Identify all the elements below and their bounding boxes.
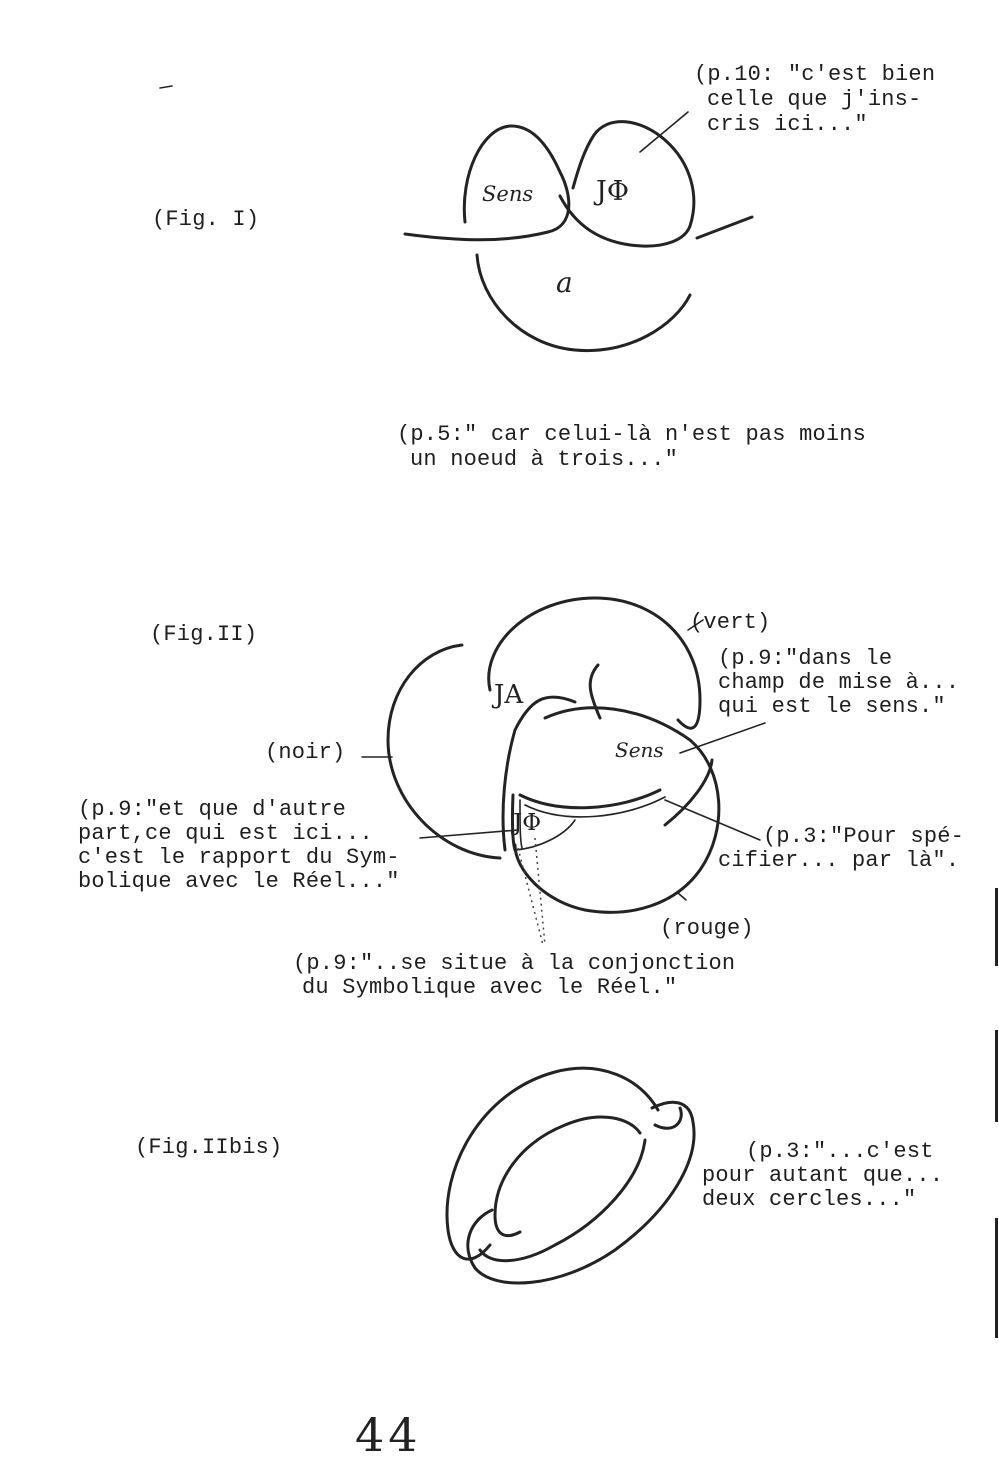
fig1-region-a: a — [556, 266, 573, 299]
fig2bis-label: (Fig.IIbis) — [135, 1135, 283, 1160]
fig2-label: (Fig.II) — [150, 622, 258, 647]
fig2bis-quote-line1: (p.3:"...c'est — [746, 1139, 934, 1164]
fig1-quote-p5-line2: un noeud à trois..." — [410, 447, 679, 472]
fig2-quote-conjonction-line2: du Symbolique avec le Réel." — [302, 975, 678, 1000]
fig1-knot — [405, 112, 752, 351]
fig2-quote-sens-line2: champ de mise à... — [718, 670, 960, 695]
fig2bis-rings — [447, 1068, 694, 1283]
page-number: 44 — [355, 1408, 422, 1462]
fig2-region-jphi: JΦ — [513, 810, 542, 836]
fig2-quote-specifier-line1: (p.3:"Pour spé- — [763, 824, 965, 849]
leader-rouge — [678, 893, 686, 900]
fig2-quote-rapport-line1: (p.9:"et que d'autre — [78, 797, 347, 822]
fig1-quote-p5-line1: (p.5:" car celui-là n'est pas moins — [397, 422, 867, 447]
fig2bis-quote-line3: deux cercles..." — [702, 1187, 917, 1212]
fig1-pointer — [640, 112, 688, 152]
fig1-label: (Fig. I) — [152, 207, 260, 232]
fig2-quote-specifier-line2: cifier... par là". — [718, 848, 960, 873]
fig2-quote-rapport-line3: c'est le rapport du Sym- — [78, 845, 400, 870]
fig1-region-sens: Sens — [482, 182, 534, 206]
fig2-quote-sens-line3: qui est le sens." — [718, 694, 946, 719]
fig1-quote-p10-line2: celle que j'ins- — [707, 87, 922, 112]
edge-mark-2 — [995, 1030, 998, 1122]
leader-conjonction-1 — [518, 848, 543, 945]
fig2-circle-noir: (noir) — [265, 740, 346, 765]
fig2-quote-conjonction-line1: (p.9:"..se situe à la conjonction — [293, 951, 736, 976]
fig2-borromean — [362, 598, 765, 945]
fig2-region-ja: JA — [494, 680, 524, 710]
fig2-quote-rapport-line4: bolique avec le Réel..." — [78, 869, 400, 894]
fig2-circle-rouge: (rouge) — [660, 916, 754, 941]
fig2-quote-sens-line1: (p.9:"dans le — [718, 646, 893, 671]
edge-mark-3 — [995, 1218, 998, 1338]
fig1-region-jphi: JΦ — [596, 176, 629, 207]
stray-mark — [160, 86, 172, 88]
fig2-circle-vert: (vert) — [690, 610, 771, 635]
fig2-region-sens: Sens — [615, 738, 664, 762]
fig1-quote-p10-line1: (p.10: "c'est bien — [694, 62, 936, 87]
fig2-quote-rapport-line2: part,ce qui est ici... — [78, 821, 373, 846]
leader-specifier — [665, 800, 760, 840]
fig1-quote-p10-line3: cris ici..." — [707, 112, 868, 137]
fig2bis-quote-line2: pour autant que... — [702, 1163, 944, 1188]
edge-mark-1 — [995, 888, 998, 966]
